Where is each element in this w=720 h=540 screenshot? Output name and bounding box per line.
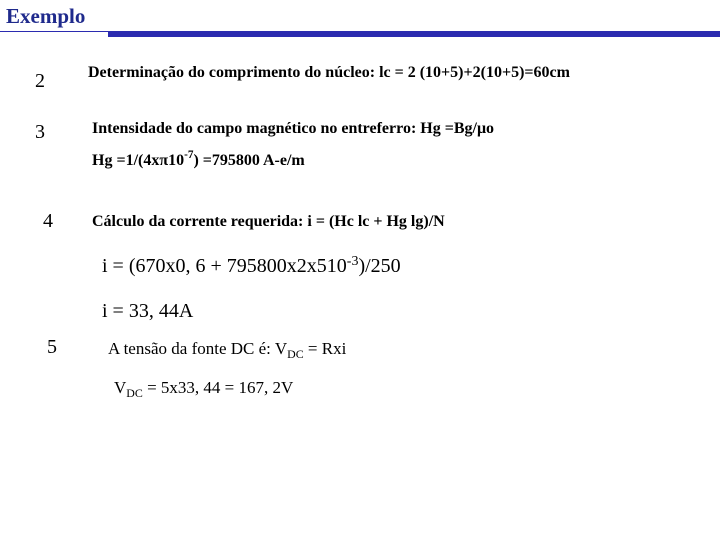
step-number-4: 4 xyxy=(43,210,53,232)
hg-formula-exponent: -7 xyxy=(184,149,194,161)
current-expression xyxy=(102,255,401,278)
current-result: i = 33, 44A xyxy=(102,300,194,322)
step-5-text-before: A tensão da fonte DC é: V xyxy=(108,339,288,358)
step-5-text-after: = Rxi xyxy=(303,339,347,358)
hg-formula xyxy=(92,149,305,170)
step-number-3: 3 xyxy=(35,121,45,143)
vdc-result-subscript: DC xyxy=(126,386,143,400)
vdc-result xyxy=(114,378,293,398)
step-number-2: 2 xyxy=(35,70,45,92)
current-expression-after: )/250 xyxy=(358,255,401,277)
current-expression-exponent: -3 xyxy=(346,254,359,269)
hg-formula-before: Hg =1/(4xπ10 xyxy=(92,152,185,169)
step-2-text: Determinação do comprimento do núcleo: lc = 2 (10+5)+2(10+5)=60cm xyxy=(88,64,570,81)
vdc-result-before: V xyxy=(114,378,127,397)
vdc-result-after: = 5x33, 44 = 167, 2V xyxy=(142,378,294,397)
step-3-text: Intensidade do campo magnético no entreferro: Hg =Bg/μo xyxy=(92,120,495,137)
step-number-5: 5 xyxy=(47,336,57,358)
step-5-text xyxy=(108,339,346,359)
step-5-subscript: DC xyxy=(287,347,304,361)
title-rule-thick xyxy=(108,32,720,37)
current-expression-before: i = (670x0, 6 + 795800x2x510 xyxy=(102,255,347,277)
hg-formula-after: ) =795800 A-e/m xyxy=(193,152,305,169)
slide-title: Exemplo xyxy=(6,4,86,28)
step-4-text: Cálculo da corrente requerida: i = (Hc lc + Hg lg)/N xyxy=(92,213,445,230)
